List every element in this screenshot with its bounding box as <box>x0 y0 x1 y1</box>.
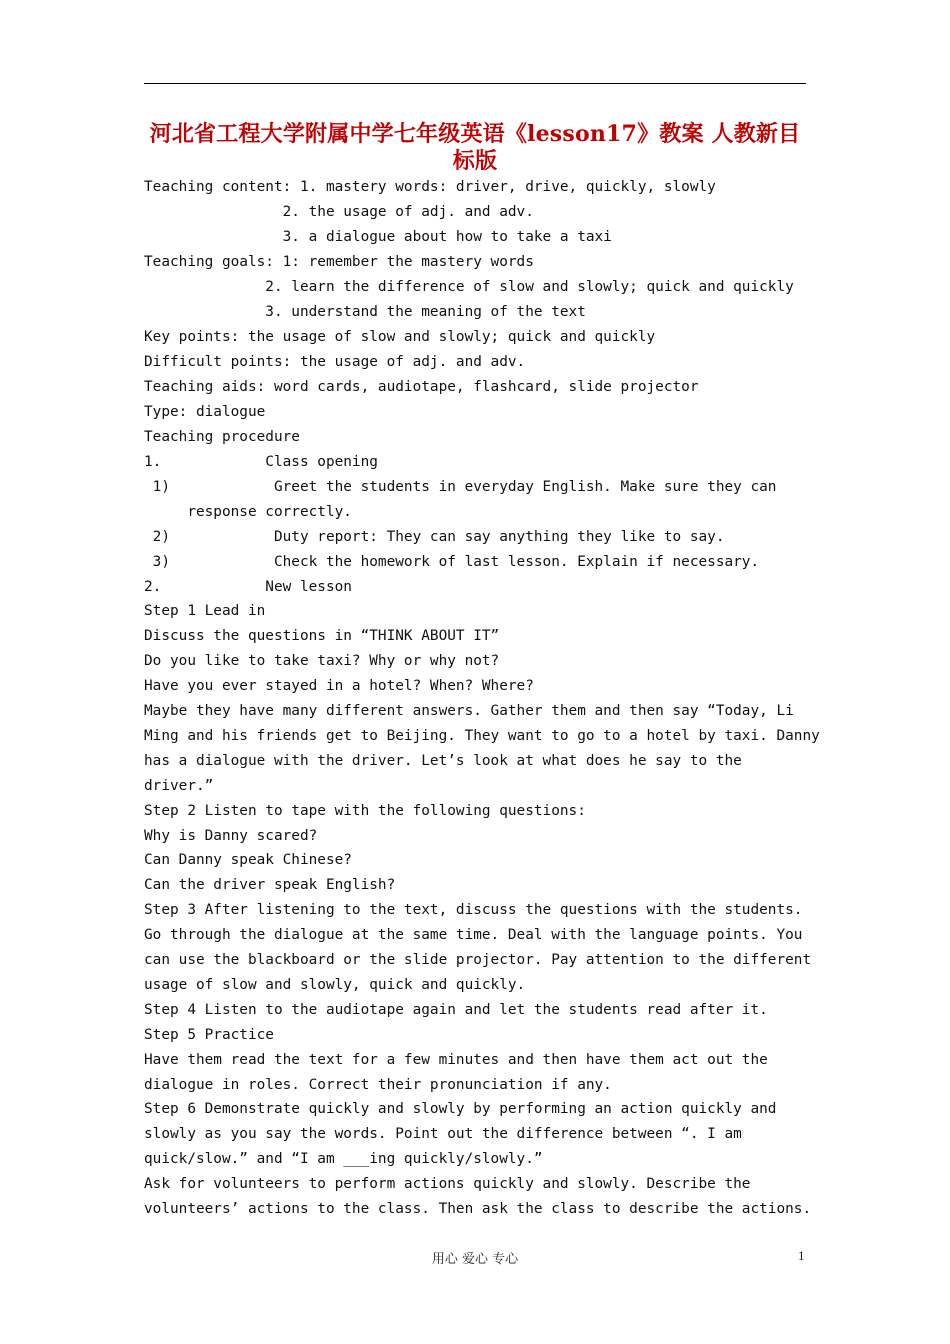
text-line: Teaching content: 1. mastery words: driver, drive, quickly, slowly <box>144 179 716 195</box>
text-line: usage of slow and slowly, quick and quickly. <box>144 977 526 993</box>
text-line: Step 5 Practice <box>144 1027 274 1043</box>
text-line: 3. a dialogue about how to take a taxi <box>144 229 612 245</box>
text-line: 2. learn the difference of slow and slowly; quick and quickly <box>144 279 794 295</box>
text-line: 2. the usage of adj. and adv. <box>144 204 534 220</box>
text-line: Teaching aids: word cards, audiotape, flashcard, slide projector <box>144 379 699 395</box>
text-line: driver.” <box>144 778 214 794</box>
text-line: Difficult points: the usage of adj. and adv. <box>144 354 526 370</box>
text-line: Maybe they have many different answers. Gather them and then say “Today, Li <box>144 703 794 719</box>
text-line: Step 2 Listen to tape with the following questions: <box>144 803 586 819</box>
text-line: Can Danny speak Chinese? <box>144 852 352 868</box>
text-line: Step 4 Listen to the audiotape again and let the students read after it. <box>144 1002 768 1018</box>
text-line: 1) Greet the students in everyday English. Make sure they can <box>144 479 777 495</box>
text-line: has a dialogue with the driver. Let’s look at what does he say to the <box>144 753 742 769</box>
text-line: Go through the dialogue at the same time. Deal with the language points. You <box>144 927 803 943</box>
text-line: Ming and his friends get to Beijing. They want to go to a hotel by taxi. Danny <box>144 728 820 744</box>
text-line: response correctly. <box>144 504 352 520</box>
text-line: Have them read the text for a few minutes and then have them act out the <box>144 1052 768 1068</box>
text-line: Type: dialogue <box>144 404 266 420</box>
text-line: slowly as you say the words. Point out the difference between “. I am <box>144 1126 742 1142</box>
document-title: 河北省工程大学附属中学七年级英语《lesson17》教案 人教新目标版 <box>149 121 801 174</box>
text-line: Discuss the questions in “THINK ABOUT IT” <box>144 628 500 644</box>
page-footer: 用心 爱心 专心 <box>431 1252 519 1267</box>
page-number: 1 <box>798 1248 805 1263</box>
text-line: Teaching procedure <box>144 429 300 445</box>
text-line: 3) Check the homework of last lesson. Explain if necessary. <box>144 554 760 570</box>
text-line: dialogue in roles. Correct their pronunciation if any. <box>144 1077 612 1093</box>
text-line: 1. Class opening <box>144 454 378 470</box>
text-line: Step 6 Demonstrate quickly and slowly by performing an action quickly and <box>144 1101 777 1117</box>
text-line: Teaching goals: 1: remember the mastery words <box>144 254 534 270</box>
text-line: Ask for volunteers to perform actions quickly and slowly. Describe the <box>144 1176 751 1192</box>
text-line: Do you like to take taxi? Why or why not? <box>144 653 500 669</box>
text-line: Key points: the usage of slow and slowly; quick and quickly <box>144 329 656 345</box>
text-line: Step 1 Lead in <box>144 603 266 619</box>
text-line: 3. understand the meaning of the text <box>144 304 586 320</box>
text-line: 2. New lesson <box>144 579 352 595</box>
header-rule <box>144 83 806 84</box>
text-line: quick/slow.” and “I am ___ing quickly/slowly.” <box>144 1151 543 1167</box>
text-line: Step 3 After listening to the text, discuss the questions with the students. <box>144 902 803 918</box>
text-line: Why is Danny scared? <box>144 828 318 844</box>
text-line: 2) Duty report: They can say anything they like to say. <box>144 529 725 545</box>
text-line: volunteers’ actions to the class. Then ask the class to describe the actions. <box>144 1201 812 1217</box>
text-line: Can the driver speak English? <box>144 877 396 893</box>
text-line: can use the blackboard or the slide projector. Pay attention to the different <box>144 952 812 968</box>
text-line: Have you ever stayed in a hotel? When? Where? <box>144 678 534 694</box>
